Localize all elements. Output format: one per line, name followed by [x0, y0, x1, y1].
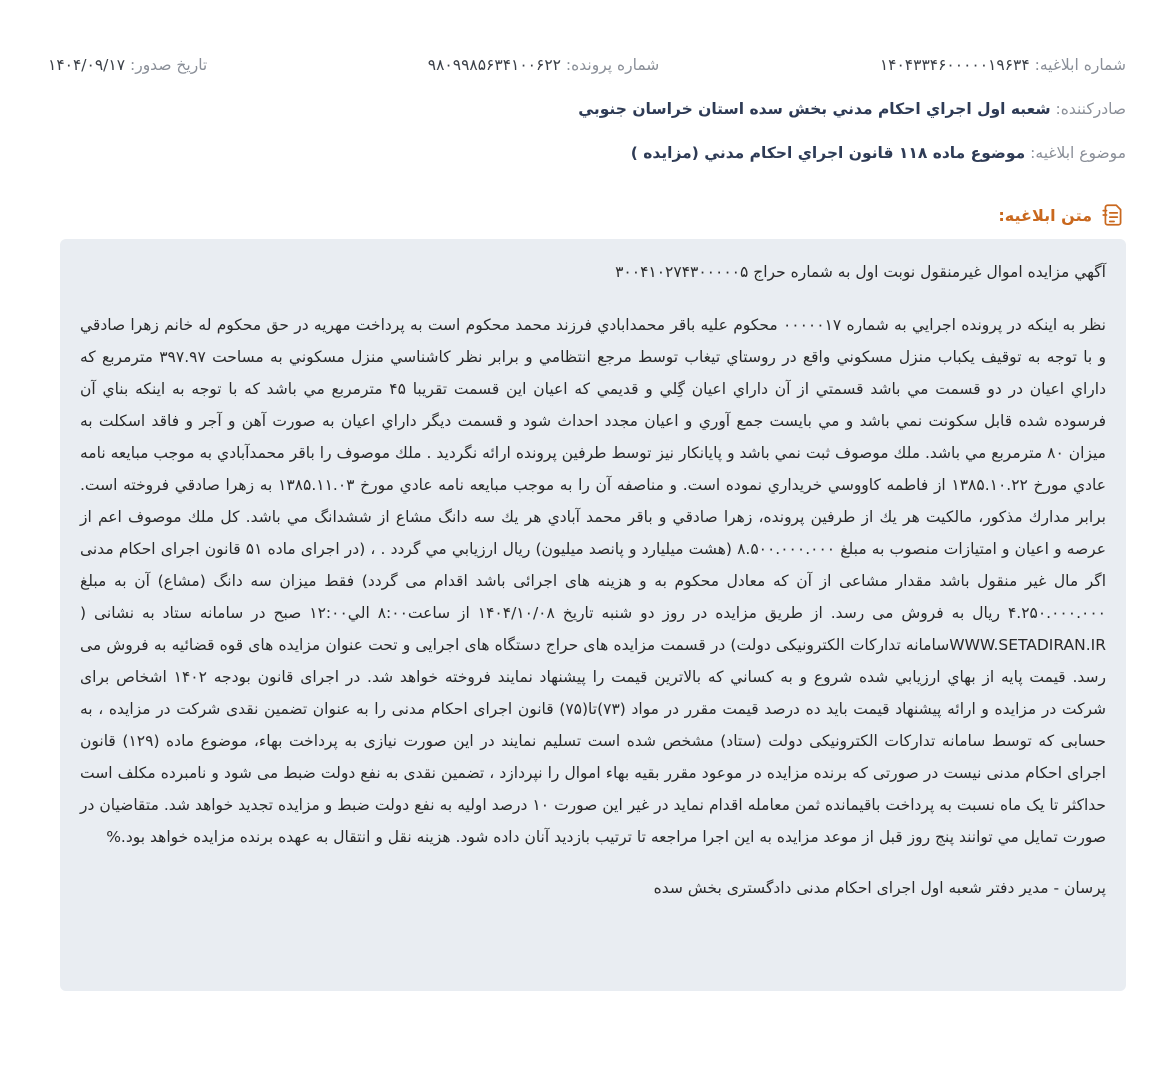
body-section-title-text: متن ابلاغيه:	[998, 205, 1092, 225]
notice-number	[880, 56, 1126, 74]
issue-date-label: تاريخ صدور:	[129, 56, 208, 74]
document-text-icon	[1100, 202, 1126, 228]
subject-value: موضوع ماده ۱۱۸ قانون اجراي احكام مدني (مزايده )	[630, 144, 1026, 162]
notice-number-value: ۱۴۰۴۳۳۴۶۰۰۰۰۰۱۹۶۳۴	[879, 56, 1030, 74]
case-number-label: شماره پرونده:	[565, 56, 660, 74]
notice-heading: آگهي مزايده اموال غيرمنقول نوبت اول به شماره حراج ۳۰۰۴۱۰۲۷۴۳۰۰۰۰۰۵	[615, 263, 1106, 281]
issue-date-value: ۱۴۰۴/۰۹/۱۷	[48, 56, 126, 74]
notice-meta-row	[48, 56, 1126, 74]
case-number-value: ۹۸۰۹۹۸۵۶۳۴۱۰۰۶۲۲	[427, 56, 561, 74]
notice-body-box	[60, 239, 1126, 991]
notice-signature: پرسان - مدیر دفتر شعبه اول اجرای احکام مدنی دادگستری بخش سده	[653, 879, 1106, 897]
issuer-line	[578, 100, 1126, 118]
issue-date	[48, 56, 207, 74]
notice-number-label: شماره ابلاغيه:	[1034, 56, 1126, 74]
issuer-value: شعبه اول اجراي احكام مدني بخش سده استان خراسان جنوبي	[578, 100, 1051, 118]
notice-paragraph: نظر به اينكه در پرونده اجرايي به شماره ۰۰۰۰۰۱۷ محكوم عليه باقر محمدابادي فرزند محمد محكوم است به پرداخت مهريه در حق محكوم له خانم زهرا صادقي و با توجه به توقيف يكباب منزل مسكوني واقع در روستاي تيغاب توسط مرجع انتظامي و برابر نظر كاشناسي منزل مسكوني به مساحت ۳۹۷.۹۷ مترمربع كه داراي اعيان در دو قسمت مي باشد قسمتي از آن داراي اعيان گِلي و قديمي كه اعيان اين قسمت تقريبا ۴۵ مترمربع مي باشد كه با توجه به اينكه بناي آن فرسوده شده قابل سكونت نمي باشد و مي بايست جمع آوري و اعيان مجدد احداث شود و قسمت ديگر داراي اعيان به صورت آهن و آجر و فاقد اسكلت به ميزان ۸۰ مترمربع مي باشد. ملك موصوف ثبت نمي باشد و پايانكار نيز توسط طرفين پرونده ارائه نگرديد . ملك موصوف را باقر محمدآبادي به موجب مبايعه نامه عادي مورخ ۱۳۸۵.۱۰.۲۲ از فاطمه كاووسي خريداري نموده است. و مناصفه آن را به موجب مبايعه نامه عادي مورخ ۱۳۸۵.۱۱.۰۳ به زهرا صادقي فروخته است. برابر مدارك مذكور، مالكيت هر يك از طرفين پرونده، زهرا صادقي و باقر محمد آبادي هر يك سه دانگ مشاع از ششدانگ مي باشد. كل ملك موصوف اعم از عرصه و اعيان و امتيازات منصوب به مبلغ ۸.۵۰۰.۰۰۰.۰۰۰ (هشت ميليارد و پانصد ميليون) ريال ارزيابي مي گردد . ، (در اجرای ماده ۵۱ قانون اجرای احکام مدنی اگر مال غیر منقول باشد مقدار مشاعی از آن که معادل محکوم به و هزینه های اجرائی باشد اقدام می گردد) فقط ميزان سه دانگ (مشاع) آن به مبلغ ۴.۲۵۰.۰۰۰.۰۰۰ ريال به فروش می رسد. از طريق مزايده در روز دو شنبه تاريخ ۱۴۰۴/۱۰/۰۸ از ساعت۸:۰۰ الي۱۲:۰۰ صبح در سامانه ستاد به نشانی ( WWW.SETADIRAN.IRسامانه تدارکات الکترونیکی دولت) در قسمت مزایده های حراج دستگاه های اجرایی و تحت عنوان مزایده های قوه قضائیه به فروش می رسد. قيمت پايه از بهاي ارزيابي شده شروع و به كساني كه بالاترين قيمت را پيشنهاد نمايند فروخته خواهد شد. در اجرای قانون بودجه ۱۴۰۲ اشخاص برای شرکت در مزایده و ارائه پیشنهاد قیمت باید ده درصد قیمت مقرر در مواد (۷۳)تا(۷۵) قانون اجرای احکام مدنی را به عنوان تضمین نقدی شرکت در مزایده ، به حسابی که توسط سامانه تدارکات الکترونیکی دولت (ستاد) مشخص شده است تسلیم نمایند در این صورت نیازی به پرداخت بهاء، موضوع ماده (۱۲۹) قانون اجرای احکام مدنی نیست در صورتی که برنده مزایده در موعود مقرر بقیه بهاء اموال را نپردازد ، تضمین نقدی به نفع دولت ضبط می شود و نامبرده مکلف است حداکثر تا یک ماه نسبت به پرداخت باقیمانده ثمن معامله اقدام نماید در غیر این صورت ۱۰ درصد اولیه به نفع دولت ضبط و مزایده تجدید خواهد شد. متقاضيان در صورت تمايل مي توانند پنج روز قبل از موعد مزايده به اين اجرا مراجعه تا ترتيب بازديد آنان داده شود. هزينه نقل و انتقال به عهده برنده مزايده خواهد بود.%	[80, 316, 1107, 846]
issuer-label: صادرکننده:	[1055, 100, 1126, 118]
subject-line	[631, 144, 1126, 162]
subject-label: موضوع ابلاغيه:	[1030, 144, 1126, 162]
body-section-title	[998, 202, 1126, 228]
case-number	[428, 56, 660, 74]
